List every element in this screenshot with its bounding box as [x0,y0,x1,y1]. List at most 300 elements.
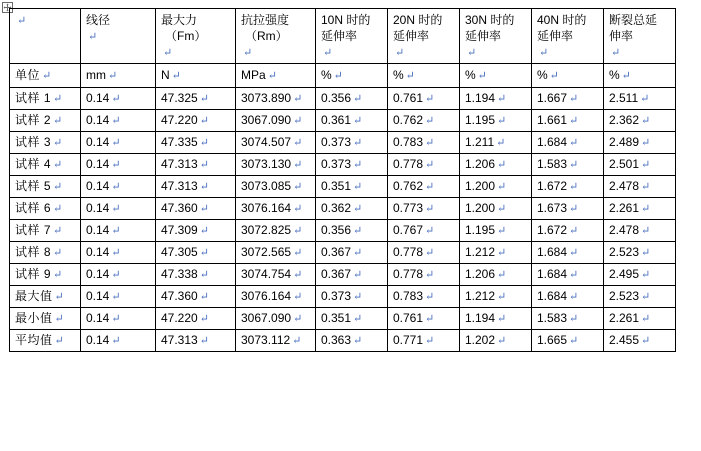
cell-text: 1.202 [465,332,496,347]
cell-text: 0.14 [86,332,110,347]
cell-text: 0.14 [86,310,110,325]
paragraph-mark-icon: ↵ [293,312,303,325]
cell-text: 0.14 [86,222,110,237]
paragraph-mark-icon: ↵ [111,334,121,347]
paragraph-mark-icon: ↵ [569,224,579,237]
row-cell [156,198,236,220]
cell-text: 0.14 [86,244,110,259]
cell-text: 3074.754 [241,266,292,281]
cell-text: 0.361 [321,112,352,127]
cell-text: 3073.112 [241,332,291,347]
row-cell [236,88,316,110]
paragraph-mark-icon: ↵ [267,69,277,82]
row-cell [81,264,156,286]
paragraph-mark-icon: ↵ [497,246,507,259]
paragraph-mark-icon: ↵ [425,312,435,325]
cell-text: 47.313 [161,178,198,193]
cell-text: 1.583 [537,310,568,325]
cell-text: 47.360 [161,200,198,215]
paragraph-mark-icon: ↵ [549,69,559,82]
cell-text: 1.212 [465,288,496,303]
cell-text: 0.783 [393,134,424,149]
paragraph-mark-icon: ↵ [353,180,363,193]
row-cell [532,308,604,330]
paragraph-mark-icon: ↵ [641,312,651,325]
row-cell [236,176,316,198]
table-units-row [10,64,676,88]
header-line: 伸率 [609,29,634,43]
row-cell [604,308,676,330]
paragraph-mark-icon: ↵ [496,136,506,149]
cell-text: 1.667 [537,90,568,105]
paragraph-mark-icon: ↵ [293,224,303,237]
row-cell [532,264,604,286]
paragraph-mark-icon: ↵ [569,180,579,193]
paragraph-mark-icon: ↵ [293,180,303,193]
cell-text: 0.356 [321,90,352,105]
row-cell [156,132,236,154]
row-cell [81,330,156,352]
header-line: 10N 时的 [321,13,371,27]
paragraph-mark-icon: ↵ [611,47,621,59]
row-cell [316,220,388,242]
paragraph-mark-icon: ↵ [353,334,363,347]
cell-text: 1.194 [465,310,496,325]
paragraph-mark-icon: ↵ [569,312,579,325]
row-label-cell [10,176,81,198]
cell-text: MPa [241,67,266,82]
row-cell [460,286,532,308]
paragraph-mark-icon: ↵ [293,268,303,281]
header-line: 20N 时的 [393,13,443,27]
paragraph-mark-icon: ↵ [621,69,631,82]
cell-text: 试样 6 [15,200,52,215]
row-cell [460,308,532,330]
cell-text: 0.14 [86,134,110,149]
cell-text: 47.313 [161,332,198,347]
row-cell [604,242,676,264]
paragraph-mark-icon: ↵ [353,92,363,105]
paragraph-mark-icon: ↵ [111,268,121,281]
table-row-max [10,286,676,308]
paragraph-mark-icon: ↵ [425,114,435,127]
paragraph-mark-icon: ↵ [199,334,209,347]
cell-text: 0.367 [321,244,352,259]
paragraph-mark-icon: ↵ [353,224,363,237]
header-line: 延伸率 [321,29,358,43]
row-cell [388,132,460,154]
row-cell [156,154,236,176]
unit-cell-4 [316,64,388,88]
paragraph-mark-icon: ↵ [353,136,363,149]
paragraph-mark-icon: ↵ [497,334,507,347]
row-cell [316,330,388,352]
row-cell [604,330,676,352]
paragraph-mark-icon: ↵ [497,290,507,303]
row-cell [460,110,532,132]
row-label-cell [10,330,81,352]
cell-text: 0.761 [393,310,424,325]
unit-cell-3 [236,64,316,88]
header-cell-5 [388,9,460,64]
paragraph-mark-icon: ↵ [171,69,181,82]
cell-text: 1.206 [465,266,496,281]
cell-text: 0.367 [321,266,352,281]
paragraph-mark-icon: ↵ [111,92,121,105]
row-cell [236,132,316,154]
cell-text: 1.200 [465,200,496,215]
unit-cell-6 [460,64,532,88]
row-cell [460,154,532,176]
paragraph-mark-icon: ↵ [467,47,477,59]
paragraph-mark-icon: ↵ [111,290,121,303]
cell-text: 3073.130 [241,156,292,171]
cell-text: 3076.164 [241,200,292,215]
row-label-cell [10,264,81,286]
row-cell [81,176,156,198]
unit-cell-2 [156,64,236,88]
cell-text: 1.212 [465,244,496,259]
paragraph-mark-icon: ↵ [111,136,121,149]
cell-text: 0.14 [86,90,110,105]
cell-text: 3073.085 [241,178,292,193]
cell-text: 最大值 [15,288,53,303]
row-label-cell [10,286,81,308]
paragraph-mark-icon: ↵ [42,69,52,82]
paragraph-mark-icon: ↵ [293,290,303,303]
row-cell [532,220,604,242]
paragraph-mark-icon: ↵ [53,224,63,237]
row-cell [236,264,316,286]
paragraph-mark-icon: ↵ [199,246,209,259]
paragraph-mark-icon: ↵ [108,69,118,82]
paragraph-mark-icon: ↵ [425,92,435,105]
cell-text: 3074.507 [241,134,292,149]
paragraph-mark-icon: ↵ [641,334,651,347]
cell-text: 0.761 [393,90,424,105]
paragraph-mark-icon: ↵ [111,202,121,215]
row-cell [388,330,460,352]
cell-text: 2.261 [609,310,640,325]
row-cell [388,242,460,264]
header-cell-0 [10,9,81,64]
cell-text: 1.673 [537,200,568,215]
cell-text: 3072.565 [241,244,292,259]
cell-text: 1.684 [537,134,568,149]
row-cell [604,264,676,286]
row-cell [388,176,460,198]
cell-text: 0.373 [321,288,352,303]
paragraph-mark-icon: ↵ [497,312,507,325]
row-cell [236,308,316,330]
row-cell [532,132,604,154]
cell-text: 3067.090 [241,112,292,127]
paragraph-mark-icon: ↵ [497,158,507,171]
header-cell-7 [532,9,604,64]
row-cell [81,88,156,110]
paragraph-mark-icon: ↵ [641,224,651,237]
paragraph-mark-icon: ↵ [53,180,63,193]
table-row [10,176,676,198]
paragraph-mark-icon: ↵ [353,246,363,259]
paragraph-mark-icon: ↵ [53,158,63,171]
cell-text: 1.684 [537,288,568,303]
paragraph-mark-icon: ↵ [641,268,651,281]
cell-text: 试样 4 [15,156,52,171]
cell-text: 0.762 [393,112,424,127]
row-cell [388,264,460,286]
paragraph-mark-icon: ↵ [641,114,651,127]
cell-text: N [161,67,170,82]
row-cell [81,110,156,132]
paragraph-mark-icon: ↵ [641,136,651,149]
cell-text: 1.684 [537,266,568,281]
paragraph-mark-icon: ↵ [497,202,507,215]
paragraph-mark-icon: ↵ [293,136,303,149]
row-cell [156,308,236,330]
unit-cell-5 [388,64,460,88]
row-cell [460,242,532,264]
paragraph-mark-icon: ↵ [641,290,651,303]
row-cell [316,308,388,330]
header-line: 40N 时的 [537,13,587,27]
header-line: 延伸率 [465,29,502,43]
cell-text: 2.489 [609,134,640,149]
header-line: （Fm） [165,29,207,43]
cell-text: 1.684 [537,244,568,259]
row-cell [81,308,156,330]
paragraph-mark-icon: ↵ [199,290,209,303]
row-cell [460,330,532,352]
cell-text: 平均值 [15,332,53,347]
cell-text: 1.672 [537,222,568,237]
row-cell [460,176,532,198]
cell-text: 2.511 [609,90,639,105]
row-cell [604,132,676,154]
paragraph-mark-icon: ↵ [569,290,579,303]
tensile-test-results-table [9,8,676,352]
cell-text: % [465,67,476,82]
header-cell-4 [316,9,388,64]
paragraph-mark-icon: ↵ [353,158,363,171]
row-label-cell [10,242,81,264]
cell-text: 0.767 [393,222,424,237]
cell-text: % [609,67,620,82]
paragraph-mark-icon: ↵ [569,268,579,281]
paragraph-mark-icon: ↵ [425,246,435,259]
paragraph-mark-icon: ↵ [569,246,579,259]
table-header-row [10,9,676,64]
cell-text: 2.523 [609,244,640,259]
paragraph-mark-icon: ↵ [111,180,121,193]
paragraph-mark-icon: ↵ [293,202,303,215]
cell-text: 0.778 [393,156,424,171]
cell-text: 47.220 [161,310,198,325]
cell-text: 47.338 [161,266,198,281]
paragraph-mark-icon: ↵ [569,158,579,171]
table-row [10,154,676,176]
row-cell [316,242,388,264]
paragraph-mark-icon: ↵ [111,246,121,259]
paragraph-mark-icon: ↵ [353,290,363,303]
row-cell [81,286,156,308]
row-cell [604,198,676,220]
paragraph-mark-icon: ↵ [641,246,651,259]
row-label-cell [10,132,81,154]
row-cell [604,110,676,132]
paragraph-mark-icon: ↵ [111,114,121,127]
row-cell [236,198,316,220]
row-label-cell [10,220,81,242]
cell-text: 2.261 [609,200,640,215]
paragraph-mark-icon: ↵ [199,114,209,127]
cell-text: 1.194 [465,90,496,105]
paragraph-mark-icon: ↵ [199,92,209,105]
row-cell [316,264,388,286]
row-cell [316,198,388,220]
unit-cell-7 [532,64,604,88]
cell-text: 试样 2 [15,112,52,127]
cell-text: 0.14 [86,112,110,127]
table-row [10,132,676,154]
paragraph-mark-icon: ↵ [323,47,333,59]
cell-text: 试样 5 [15,178,52,193]
paragraph-mark-icon: ↵ [395,47,405,59]
unit-cell-1 [81,64,156,88]
header-cell-8 [604,9,676,64]
paragraph-mark-icon: ↵ [163,47,173,59]
paragraph-mark-icon: ↵ [353,312,363,325]
row-cell [388,286,460,308]
header-line: 线径 [86,13,111,27]
cell-text: 0.14 [86,266,110,281]
row-cell [460,220,532,242]
header-line: 延伸率 [537,29,574,43]
paragraph-mark-icon: ↵ [292,334,302,347]
row-cell [236,220,316,242]
cell-text: % [321,67,332,82]
row-cell [316,132,388,154]
row-cell [460,132,532,154]
paragraph-mark-icon: ↵ [17,15,27,27]
row-cell [604,220,676,242]
paragraph-mark-icon: ↵ [199,180,209,193]
row-cell [388,220,460,242]
row-cell [81,242,156,264]
row-cell [604,154,676,176]
paragraph-mark-icon: ↵ [199,268,209,281]
cell-text: 47.335 [161,134,198,149]
cell-text: 0.373 [321,134,352,149]
paragraph-mark-icon: ↵ [54,312,65,325]
cell-text: 47.325 [161,90,198,105]
table-row [10,220,676,242]
row-cell [532,176,604,198]
row-cell [156,242,236,264]
row-cell [236,242,316,264]
cell-text: 47.360 [161,288,198,303]
cell-text: 1.200 [465,178,496,193]
cell-text: 试样 3 [15,134,52,149]
cell-text: 试样 1 [15,90,52,105]
table-row [10,242,676,264]
row-cell [460,198,532,220]
paragraph-mark-icon: ↵ [425,136,435,149]
row-cell [532,154,604,176]
cell-text: 0.356 [321,222,352,237]
cell-text: 1.195 [465,222,496,237]
row-cell [316,176,388,198]
row-cell [532,330,604,352]
cell-text: % [537,67,548,82]
paragraph-mark-icon: ↵ [88,31,98,43]
cell-text: 0.778 [393,244,424,259]
cell-text: mm [86,67,106,82]
row-cell [388,154,460,176]
paragraph-mark-icon: ↵ [497,268,507,281]
header-cell-1 [81,9,156,64]
paragraph-mark-icon: ↵ [53,202,63,215]
cell-text: 2.362 [609,112,640,127]
paragraph-mark-icon: ↵ [199,136,209,149]
paragraph-mark-icon: ↵ [425,334,435,347]
row-cell [532,242,604,264]
cell-text: 2.478 [609,178,640,193]
paragraph-mark-icon: ↵ [293,158,303,171]
row-cell [236,286,316,308]
cell-text: 试样 7 [15,222,52,237]
cell-text: 0.14 [86,178,110,193]
cell-text: 0.783 [393,288,424,303]
header-line: 延伸率 [393,29,430,43]
cell-text: 2.455 [609,332,640,347]
cell-text: 3073.890 [241,90,292,105]
header-line: 抗拉强度 [241,13,290,27]
cell-text: 1.211 [465,134,495,149]
paragraph-mark-icon: ↵ [641,180,651,193]
paragraph-mark-icon: ↵ [425,202,435,215]
row-cell [156,220,236,242]
cell-text: 试样 8 [15,244,52,259]
paragraph-mark-icon: ↵ [497,92,507,105]
cell-text: 47.309 [161,222,198,237]
row-cell [388,308,460,330]
row-cell [532,88,604,110]
cell-text: 0.373 [321,156,352,171]
table-row-min [10,308,676,330]
paragraph-mark-icon: ↵ [497,224,507,237]
row-cell [156,264,236,286]
paragraph-mark-icon: ↵ [111,224,121,237]
paragraph-mark-icon: ↵ [425,180,435,193]
paragraph-mark-icon: ↵ [641,202,651,215]
paragraph-mark-icon: ↵ [199,202,209,215]
paragraph-mark-icon: ↵ [199,312,209,325]
cell-text: 2.478 [609,222,640,237]
paragraph-mark-icon: ↵ [243,47,253,59]
cell-text: 最小值 [15,310,53,325]
row-cell [236,154,316,176]
header-line: 最大力 [161,13,198,27]
header-line: （Rm） [245,29,288,43]
paragraph-mark-icon: ↵ [111,312,121,325]
cell-text: % [393,67,404,82]
cell-text: 3067.090 [241,310,292,325]
paragraph-mark-icon: ↵ [353,202,363,215]
row-cell [236,330,316,352]
row-label-cell [10,308,81,330]
cell-text: 0.14 [86,200,110,215]
